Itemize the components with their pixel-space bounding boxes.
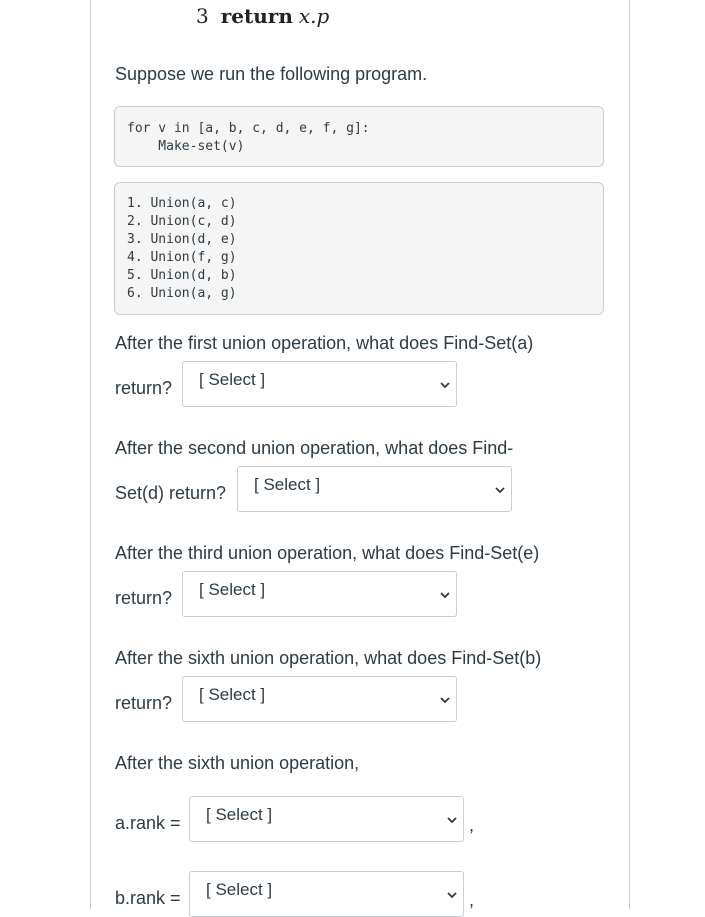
comma: , (469, 890, 475, 910)
code-line: 2. Union(c, d) (127, 214, 237, 229)
question-1-text-cont: return? (115, 378, 173, 398)
question-5-text: After the sixth union operation, (115, 753, 360, 773)
algorithm-line (196, 4, 329, 28)
question-1-text: After the first union operation, what does Find-Set(a) (115, 333, 534, 353)
question-4-text-cont: return? (115, 693, 173, 713)
b-rank-select[interactable] (189, 871, 464, 917)
question-3-text: After the third union operation, what does Find-Set(e) (115, 543, 540, 563)
chevron-down-icon (440, 695, 450, 705)
question-3-text-cont: return? (115, 588, 173, 608)
code-line: 3. Union(d, e) (127, 232, 237, 247)
algorithm-keyword: return (220, 4, 293, 28)
comma: , (469, 815, 475, 835)
intro-text: Suppose we run the following program. (115, 64, 428, 84)
select-placeholder: [ Select ] (199, 580, 266, 599)
question-2-select[interactable] (237, 466, 512, 512)
code-line: 4. Union(f, g) (127, 250, 237, 265)
code-block-unions (114, 182, 604, 315)
code-line: 6. Union(a, g) (127, 286, 237, 301)
code-line: Make-set(v) (127, 139, 245, 154)
question-2-text-cont: Set(d) return? (115, 483, 227, 503)
select-placeholder: [ Select ] (199, 370, 266, 389)
code-block-makeset (114, 106, 604, 167)
question-4-text: After the sixth union operation, what does Find-Set(b) (115, 648, 542, 668)
algorithm-line-number: 3 (196, 4, 209, 28)
select-placeholder: [ Select ] (254, 475, 321, 494)
a-rank-label: a.rank = (115, 813, 181, 833)
a-rank-select[interactable] (189, 796, 464, 842)
algorithm-expression: x.p (298, 4, 330, 28)
question-3-select[interactable] (182, 571, 457, 617)
question-2-text: After the second union operation, what does Find- (115, 438, 514, 458)
select-placeholder: [ Select ] (199, 685, 266, 704)
chevron-down-icon (440, 590, 450, 600)
code-line: 1. Union(a, c) (127, 196, 237, 211)
question-4-select[interactable] (182, 676, 457, 722)
chevron-down-icon (495, 485, 505, 495)
chevron-down-icon (440, 380, 450, 390)
chevron-down-icon (447, 890, 457, 900)
code-line: for v in [a, b, c, d, e, f, g]: (127, 121, 370, 136)
b-rank-label: b.rank = (115, 888, 181, 908)
code-line: 5. Union(d, b) (127, 268, 237, 283)
question-1-select[interactable] (182, 361, 457, 407)
select-placeholder: [ Select ] (206, 805, 273, 824)
chevron-down-icon (447, 815, 457, 825)
select-placeholder: [ Select ] (206, 880, 273, 899)
